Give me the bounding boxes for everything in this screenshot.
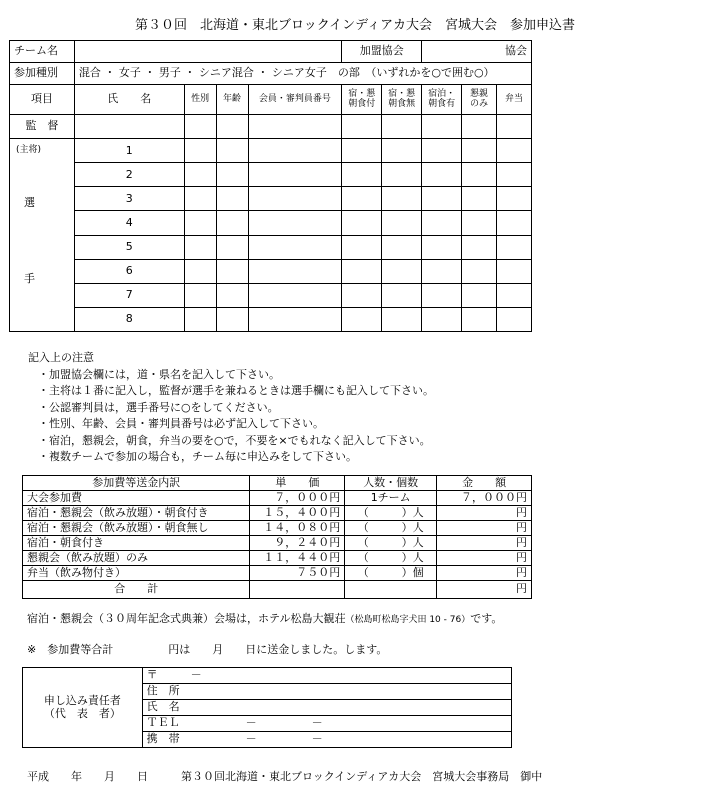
player-number: 6: [74, 259, 184, 283]
notes-section: [28, 349, 588, 463]
venue-note-end: です。: [470, 612, 503, 625]
note-item: ・複数チームで参加の場合も，チーム毎に申込みをして下さい。: [38, 450, 357, 463]
captain-label: (主将): [16, 145, 42, 155]
player-cell[interactable]: [342, 211, 382, 235]
note-item: ・主将は１番に記入し，監督が選手を兼ねるときは選手欄にも記入して下さい。: [38, 384, 434, 397]
fee-total-label: 合 計: [23, 581, 250, 599]
player-cell[interactable]: [422, 211, 462, 235]
player-cell[interactable]: [342, 187, 382, 211]
fee-header-count: 人数・個数: [345, 476, 437, 491]
player-cell[interactable]: [216, 139, 248, 163]
note-item: ・性別、年齢、会員・審判員番号は必ず記入して下さい。: [38, 417, 324, 430]
player-cell[interactable]: [248, 139, 342, 163]
fee-amount[interactable]: 円: [437, 551, 532, 566]
fee-row: [23, 566, 532, 581]
player-cell[interactable]: [216, 235, 248, 259]
fee-count[interactable]: 1チーム: [345, 491, 437, 506]
player-cell[interactable]: [382, 187, 422, 211]
fee-total-blank: [250, 581, 345, 599]
player-cell[interactable]: [248, 283, 342, 307]
fee-count[interactable]: （ ）人: [345, 521, 437, 536]
player-label-cell: [10, 139, 75, 332]
fee-unit: ９，２４０円: [250, 536, 345, 551]
player-cell[interactable]: [184, 187, 216, 211]
contact-label-line1: 申し込み責任者: [43, 694, 121, 708]
player-cell[interactable]: [422, 307, 462, 331]
player-cell[interactable]: [342, 235, 382, 259]
player-row: [10, 259, 532, 283]
player-cell[interactable]: [497, 283, 532, 307]
player-cell[interactable]: [462, 283, 497, 307]
fee-label: 弁当（飲み物付き）: [23, 566, 250, 581]
player-cell[interactable]: [382, 235, 422, 259]
player-cell[interactable]: [342, 283, 382, 307]
address-field[interactable]: 住 所: [142, 684, 511, 700]
player-cell[interactable]: [497, 139, 532, 163]
player-cell[interactable]: [462, 235, 497, 259]
fee-unit: ７，０００円: [250, 491, 345, 506]
header-lunch: 弁当: [497, 85, 532, 115]
player-cell[interactable]: [184, 139, 216, 163]
contact-label-line2: （代 表 者）: [43, 706, 121, 720]
fee-row: [23, 551, 532, 566]
fee-amount[interactable]: ７，０００円: [437, 491, 532, 506]
player-number: 5: [74, 235, 184, 259]
header-sex: 性別: [184, 85, 216, 115]
player-cell[interactable]: [342, 259, 382, 283]
player-cell[interactable]: [422, 283, 462, 307]
fee-unit: １１，４４０円: [250, 551, 345, 566]
coach-label: 監 督: [10, 115, 75, 139]
player-cell[interactable]: [382, 283, 422, 307]
player-number: 8: [74, 307, 184, 331]
page-title: 第３０回 北海道・東北ブロックインディアカ大会 宮城大会 参加申込書: [135, 18, 575, 33]
header-member-number: 会員・審判員番号: [248, 85, 342, 115]
fee-count[interactable]: （ ）個: [345, 566, 437, 581]
player-cell[interactable]: [382, 163, 422, 187]
player-cell[interactable]: [184, 259, 216, 283]
player-cell[interactable]: [497, 235, 532, 259]
player-cell[interactable]: [422, 163, 462, 187]
player-cell[interactable]: [462, 307, 497, 331]
player-cell[interactable]: [184, 283, 216, 307]
fee-label: 宿泊・懇親会（飲み放題）・朝食付き: [23, 506, 250, 521]
tel-field[interactable]: ＴＥＬ － －: [142, 716, 511, 732]
header-stay-with-breakfast: 宿・懇 朝食付: [342, 85, 382, 115]
fee-row: [23, 521, 532, 536]
player-cell[interactable]: [342, 307, 382, 331]
note-item: ・公認審判員は，選手番号に○をしてください。: [38, 400, 279, 414]
coach-cell[interactable]: [248, 115, 342, 139]
player-cell[interactable]: [248, 187, 342, 211]
fee-amount[interactable]: 円: [437, 521, 532, 536]
fee-count[interactable]: （ ）人: [345, 506, 437, 521]
player-row: [10, 139, 532, 163]
player-cell[interactable]: [342, 163, 382, 187]
fee-table: [22, 475, 532, 599]
fee-header-detail: 参加費等送金内訳: [23, 476, 250, 491]
player-cell[interactable]: [216, 259, 248, 283]
association-field[interactable]: 協会: [422, 41, 532, 63]
fee-unit: １５，４００円: [250, 506, 345, 521]
player-cell[interactable]: [248, 307, 342, 331]
fee-header-unit: 単 価: [250, 476, 345, 491]
player-cell[interactable]: [382, 259, 422, 283]
category-label: 参加種別: [10, 63, 75, 85]
player-cell[interactable]: [422, 235, 462, 259]
player-cell[interactable]: [216, 163, 248, 187]
player-cell[interactable]: [422, 187, 462, 211]
venue-note-text: 宿泊・懇親会（３０周年記念式典兼）会場は，ホテル松島大観荘: [27, 612, 346, 625]
player-cell[interactable]: [497, 187, 532, 211]
mobile-field[interactable]: 携 帯 － －: [142, 732, 511, 748]
contact-label: [23, 668, 143, 748]
player-cell[interactable]: [382, 139, 422, 163]
player-number: 3: [74, 187, 184, 211]
player-number: 7: [74, 283, 184, 307]
coach-cell[interactable]: [382, 115, 422, 139]
fee-amount[interactable]: 円: [437, 536, 532, 551]
header-stay-no-breakfast: 宿・懇 朝食無: [382, 85, 422, 115]
name-field[interactable]: 氏 名: [142, 700, 511, 716]
note-item: ・加盟協会欄には，道・県名を記入して下さい。: [38, 367, 280, 381]
player-row: [10, 163, 532, 187]
fee-label: 宿泊・朝食付き: [23, 536, 250, 551]
player-cell[interactable]: [497, 163, 532, 187]
player-row: [10, 307, 532, 331]
fee-label: 大会参加費: [23, 491, 250, 506]
coach-name-cell[interactable]: [74, 115, 184, 139]
player-row: [10, 187, 532, 211]
player-row: [10, 235, 532, 259]
fee-amount[interactable]: 円: [437, 566, 532, 581]
notes-heading: 記入上の注意: [28, 351, 94, 364]
coach-cell[interactable]: [216, 115, 248, 139]
coach-cell[interactable]: [497, 115, 532, 139]
player-cell[interactable]: [216, 187, 248, 211]
fee-label: 宿泊・懇親会（飲み放題）・朝食無し: [23, 521, 250, 536]
fee-count[interactable]: （ ）人: [345, 536, 437, 551]
fee-amount[interactable]: 円: [437, 506, 532, 521]
category-options[interactable]: 混合 ・ 女子 ・ 男子 ・ シニア混合 ・ シニア女子 の部 （いずれかを○で囲む○）: [74, 63, 531, 85]
note-item: ・宿泊，懇親会，朝食，弁当の要を○で，不要を×でもれなく記入して下さい。: [38, 433, 431, 447]
player-cell[interactable]: [497, 211, 532, 235]
player-number: 2: [74, 163, 184, 187]
fee-count[interactable]: （ ）人: [345, 551, 437, 566]
player-cell[interactable]: [184, 163, 216, 187]
player-cell[interactable]: [248, 163, 342, 187]
player-cell[interactable]: [382, 307, 422, 331]
player-cell[interactable]: [248, 235, 342, 259]
player-cell[interactable]: [184, 211, 216, 235]
footer-line: 平成 年 月 日 第３０回北海道・東北ブロックインディアカ大会 宮城大会事務局 御中: [27, 770, 543, 783]
player-cell[interactable]: [462, 163, 497, 187]
player-label-char: 選: [24, 196, 35, 209]
fee-label: 懇親会（飲み放題）のみ: [23, 551, 250, 566]
fee-unit: １４，０８０円: [250, 521, 345, 536]
entry-form-table: [9, 40, 532, 332]
header-name: 氏 名: [74, 85, 184, 115]
header-item: 項目: [10, 85, 75, 115]
player-cell[interactable]: [184, 307, 216, 331]
player-cell[interactable]: [216, 211, 248, 235]
player-number: 1: [74, 139, 184, 163]
fee-row: [23, 506, 532, 521]
player-cell[interactable]: [216, 307, 248, 331]
venue-note: [27, 610, 502, 626]
player-cell[interactable]: [248, 259, 342, 283]
player-number: 4: [74, 211, 184, 235]
player-cell[interactable]: [497, 307, 532, 331]
fee-row: [23, 536, 532, 551]
player-cell[interactable]: [422, 139, 462, 163]
fee-unit: ７５０円: [250, 566, 345, 581]
contact-table: [22, 667, 512, 748]
player-cell[interactable]: [497, 259, 532, 283]
postal-code-field[interactable]: 〒 －: [142, 668, 511, 684]
player-cell[interactable]: [342, 139, 382, 163]
association-label: 加盟協会: [342, 41, 422, 63]
team-name-field[interactable]: [74, 41, 341, 63]
player-cell[interactable]: [216, 283, 248, 307]
player-cell[interactable]: [462, 187, 497, 211]
coach-cell[interactable]: [184, 115, 216, 139]
fee-header-amount: 金 額: [437, 476, 532, 491]
team-name-label: チーム名: [10, 41, 75, 63]
fee-row: [23, 491, 532, 506]
player-cell[interactable]: [422, 259, 462, 283]
player-cell[interactable]: [462, 139, 497, 163]
coach-cell[interactable]: [462, 115, 497, 139]
fee-total-amount[interactable]: 円: [437, 581, 532, 599]
player-cell[interactable]: [184, 235, 216, 259]
header-party-only: 懇親 のみ: [462, 85, 497, 115]
player-cell[interactable]: [462, 259, 497, 283]
player-row: [10, 211, 532, 235]
header-age: 年齢: [216, 85, 248, 115]
remittance-note: ※ 参加費等合計 円は 月 日に送金しました。します。: [27, 643, 388, 656]
header-stay-only: 宿泊・ 朝食有: [422, 85, 462, 115]
venue-address: （松島町松島字犬田 10 - 76）: [345, 615, 471, 625]
player-cell[interactable]: [462, 211, 497, 235]
player-row: [10, 283, 532, 307]
player-label-char: 手: [24, 272, 35, 285]
coach-cell[interactable]: [342, 115, 382, 139]
player-cell[interactable]: [382, 211, 422, 235]
fee-total-blank: [345, 581, 437, 599]
player-cell[interactable]: [248, 211, 342, 235]
coach-cell[interactable]: [422, 115, 462, 139]
